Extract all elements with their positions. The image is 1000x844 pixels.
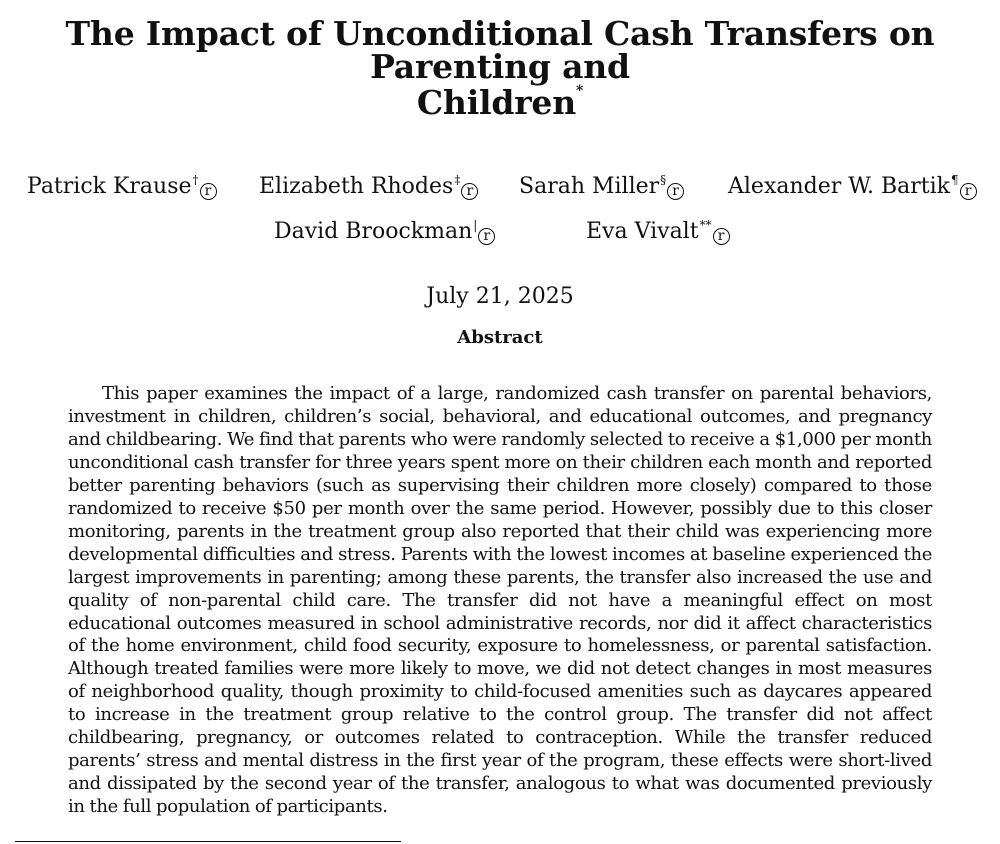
author-name: Sarah Miller [519, 174, 660, 199]
author-name: Patrick Krause [27, 174, 192, 199]
author-alexander-bartik [728, 173, 977, 200]
author-footnote-mark: | [473, 218, 478, 232]
abstract-body: This paper examines the impact of a large, randomized cash transfer on parental behaviors, investment in children, children’s social, behavioral, and educational outcomes, and pregnancy and childbearing. We find that parents who were randomly selected to receive a $1,000 per month unconditional cash transfer for three years spent more on their children each month and reported better parenting behaviors (such as supervising their children more closely) compared to those randomized to receive $50 per month over the same period. However, possibly due to this closer monitoring, parents in the treatment group also reported that their child was experiencing more developmental difficulties and stress. Parents with the lowest incomes at baseline experienced the largest improvements in parenting; among these parents, the transfer also increased the use and quality of non-parental child care. The transfer did not have a meaningful effect on most educational outcomes measured in school administrative records, nor did it affect characteristics of the home environment, child food security, exposure to homelessness, or parental satisfaction. Although treated families were more likely to move, we did not detect changes in most measures of neighborhood quality, though proximity to child-focused amenities such as daycares appeared to increase in the treatment group relative to the control group. The transfer did not affect childbearing, pregnancy, or outcomes related to contraception. While the transfer reduced parents’ stress and mental distress in the first year of the program, these effects were short-lived and dissipated by the second year of the transfer, analogous to what was documented previously in the full population of participants. [68, 383, 932, 818]
orcid-icon[interactable]: r [713, 228, 730, 245]
orcid-icon[interactable]: r [200, 183, 217, 200]
title-footnote-mark: * [576, 83, 584, 99]
author-name: David Broockman [274, 219, 473, 244]
footnote-divider [15, 841, 401, 842]
author-sarah-miller [519, 173, 684, 200]
author-name: Alexander W. Bartik [728, 174, 951, 199]
paper-title-word: Children [416, 83, 577, 122]
author-footnote-mark: ‡ [454, 173, 461, 187]
publication-date: July 21, 2025 [426, 284, 574, 309]
orcid-icon[interactable]: r [960, 183, 977, 200]
paper-title-line-1: The Impact of Unconditional Cash Transfers on Parenting and [65, 14, 935, 86]
orcid-icon[interactable]: r [461, 183, 478, 200]
author-eva-vivalt [586, 218, 730, 245]
paper-title-line-2 [0, 83, 1000, 122]
author-footnote-mark: ¶ [951, 173, 959, 187]
author-footnote-mark: † [192, 173, 199, 187]
author-name: Eva Vivalt [586, 219, 699, 244]
author-footnote-mark: ** [699, 218, 712, 232]
author-patrick-krause [27, 173, 217, 200]
author-david-broockman [274, 218, 495, 245]
orcid-icon[interactable]: r [667, 183, 684, 200]
orcid-icon[interactable]: r [478, 228, 495, 245]
author-name: Elizabeth Rhodes [259, 174, 454, 199]
abstract-heading: Abstract [457, 327, 543, 348]
author-elizabeth-rhodes [259, 173, 478, 200]
author-footnote-mark: § [660, 173, 667, 187]
